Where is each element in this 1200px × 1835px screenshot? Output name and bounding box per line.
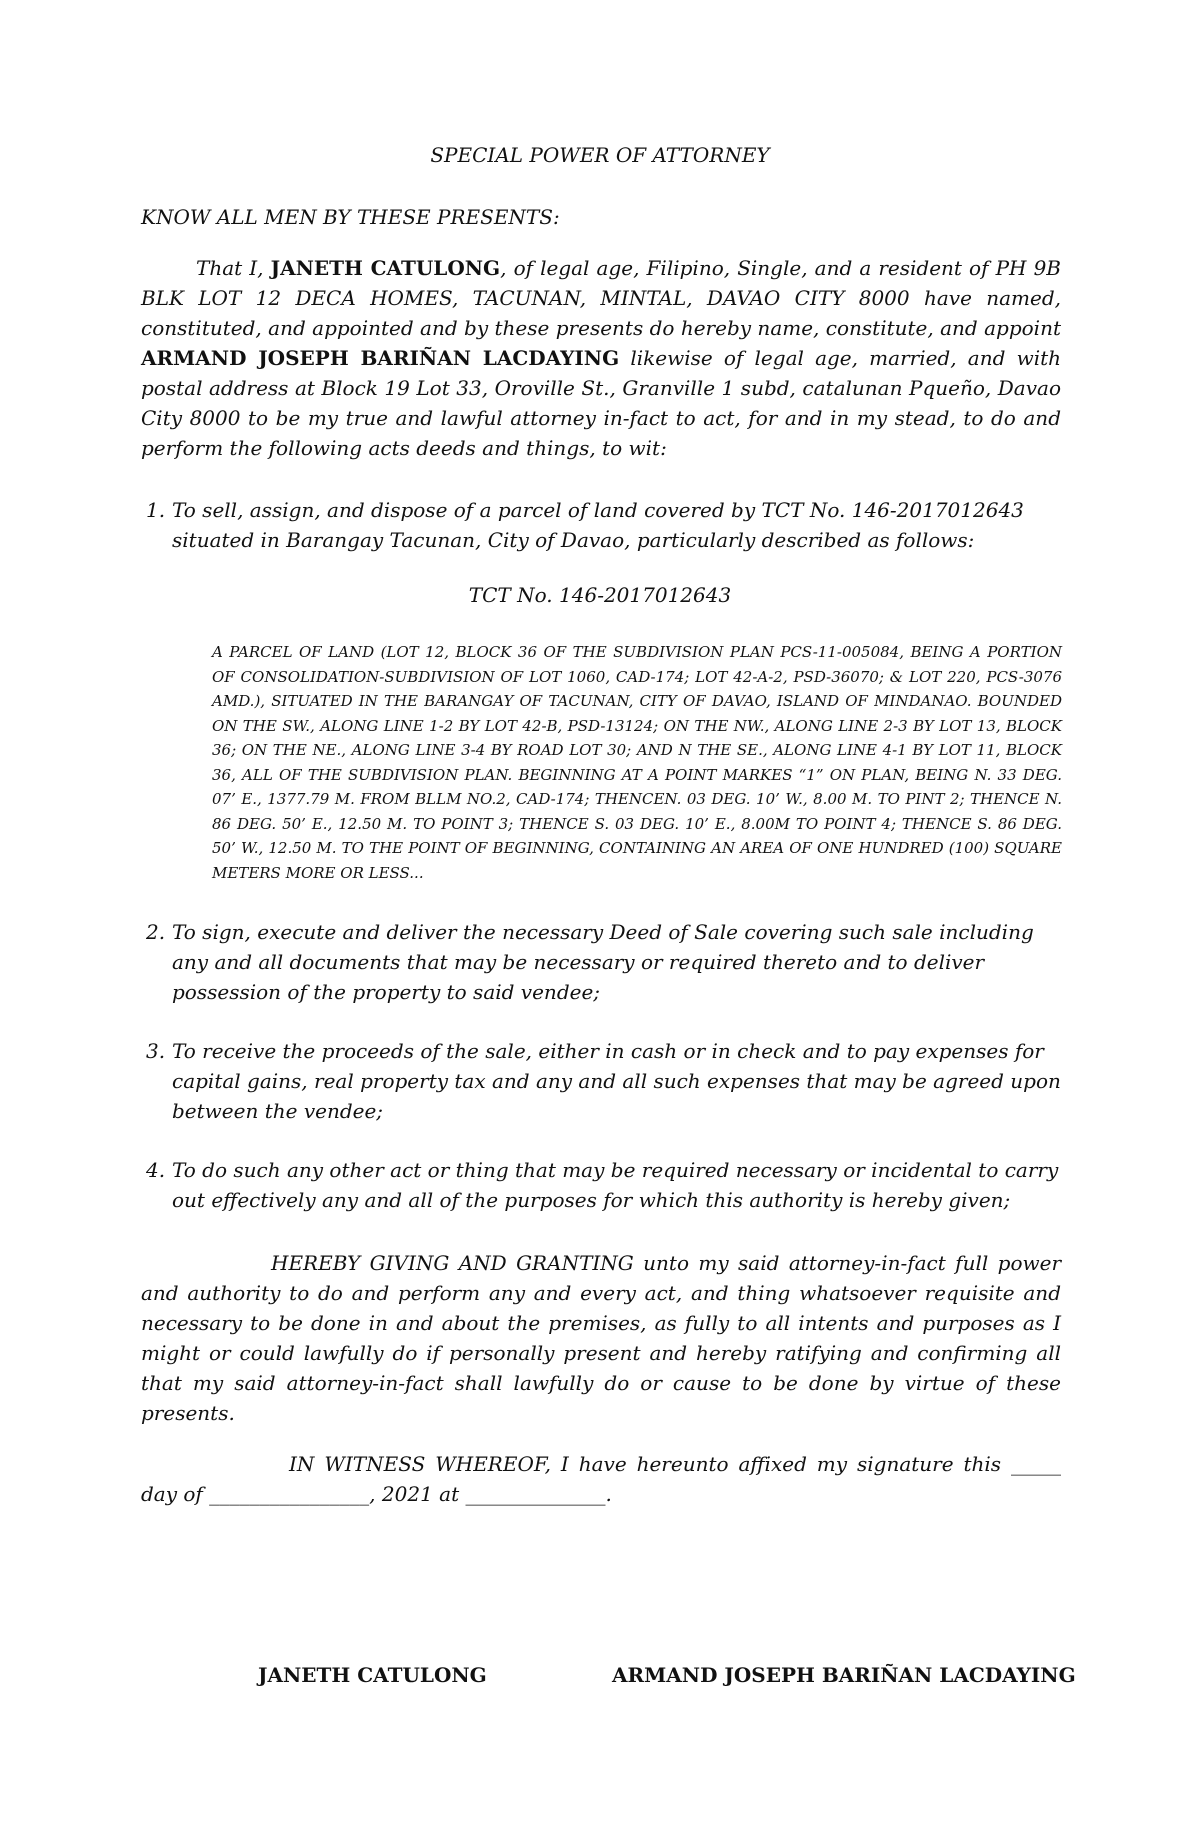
granting-paragraph: HEREBY GIVING AND GRANTING unto my said attorney-in-fact full power and authority to do and perform any and every act, and thing whatsoever requisite and necessary to be done in and about the premises, as fully to all intents and purposes as I might or could lawfully do if personally present and hereby ratifying and confirming all that my said attorney-in-fact shall lawfully do or cause to be done by virtue of these presents.: [141, 1251, 1061, 1425]
list-item-number: 1.: [146, 498, 166, 522]
attorney-name: ARMAND JOSEPH BARIÑAN LACDAYING: [141, 346, 620, 370]
witness-paragraph: IN WITNESS WHEREOF, I have hereunto affixed my signature this _____ day of ________________, 2021 at ______________.: [141, 1452, 1061, 1506]
intro-mid: , of legal age, Filipino, Single, and a resident of PH 9B BLK LOT 12 DECA HOMES, TACUNAN, MINTAL, DAVAO CITY 8000 have named, constituted, and appointed and by these presents do hereby name, constitute, and appoint: [141, 256, 1061, 340]
intro-post: likewise of legal age, married, and with postal address at Block 19 Lot 33, Oroville St., Granville 1 subd, catalunan Pqueño, Davao City 8000 to be my true and lawful attorney in-fact to act, for and in my stead, to do and perform the following acts deeds and things, to wit:: [141, 346, 1062, 460]
list-item: [146, 1155, 1062, 1215]
salutation: KNOW ALL MEN BY THESE PRESENTS:: [141, 205, 560, 229]
list-item: [146, 1036, 1062, 1126]
list-item-text: To receive the proceeds of the sale, either in cash or in check and to pay expenses for capital gains, real property tax and any and all such expenses that may be agreed upon between the vendee;: [172, 1039, 1061, 1123]
list-item-text: To sign, execute and deliver the necessary Deed of Sale covering such sale including any and all documents that may be necessary or required thereto and to deliver possession of the property to said vendee;: [172, 920, 1034, 1004]
list-item-number: 3.: [146, 1039, 166, 1063]
list-item-number: 4.: [146, 1158, 166, 1182]
principal-name: JANETH CATULONG: [270, 256, 501, 280]
document-title: SPECIAL POWER OF ATTORNEY: [430, 143, 770, 167]
intro-pre: That I,: [196, 256, 271, 280]
tct-heading: TCT No. 146-2017012643: [468, 583, 732, 607]
land-description: A PARCEL OF LAND (LOT 12, BLOCK 36 OF THE SUBDIVISION PLAN PCS-11-005084, BEING A PORTION OF CONSOLIDATION-SUBDIVISION OF LOT 1060, CAD-174; LOT 42-A-2, PSD-36070; & LOT 220, PCS-3076 AMD.), SITUATED IN THE BARANGAY OF TACUNAN, CITY OF DAVAO, ISLAND OF MINDANAO. BOUNDED ON THE SW., ALONG LINE 1-2 BY LOT 42-B, PSD-13124; ON THE NW., ALONG LINE 2-3 BY LOT 13, BLOCK 36; ON THE NE., ALONG LINE 3-4 BY ROAD LOT 30; AND N THE SE., ALONG LINE 4-1 BY LOT 11, BLOCK 36, ALL OF THE SUBDIVISION PLAN. BEGINNING AT A POINT MARKES “1” ON PLAN, BEING N. 33 DEG. 07’ E., 1377.79 M. FROM BLLM NO.2, CAD-174; THENCEN. 03 DEG. 10’ W., 8.00 M. TO PINT 2; THENCE N. 86 DEG. 50’ E., 12.50 M. TO POINT 3; THENCE S. 03 DEG. 10’ E., 8.00M TO POINT 4; THENCE S. 86 DEG. 50’ W., 12.50 M. TO THE POINT OF BEGINNING, CONTAINING AN AREA OF ONE HUNDRED (100) SQUARE METERS MORE OR LESS...: [212, 643, 1062, 882]
intro-paragraph: [141, 253, 1061, 463]
list-item: [146, 917, 1062, 1007]
list-item-text: To do such any other act or thing that may be required necessary or incidental to carry out effectively any and all of the purposes for which this authority is hereby given;: [172, 1158, 1059, 1212]
list-item-number: 2.: [146, 920, 166, 944]
principal-signature-name: JANETH CATULONG: [258, 1663, 487, 1687]
attorney-signature-name: ARMAND JOSEPH BARIÑAN LACDAYING: [612, 1663, 1076, 1687]
list-item-text: To sell, assign, and dispose of a parcel of land covered by TCT No. 146-2017012643 situated in Barangay Tacunan, City of Davao, particularly described as follows:: [172, 498, 1024, 552]
list-item: [146, 495, 1062, 555]
